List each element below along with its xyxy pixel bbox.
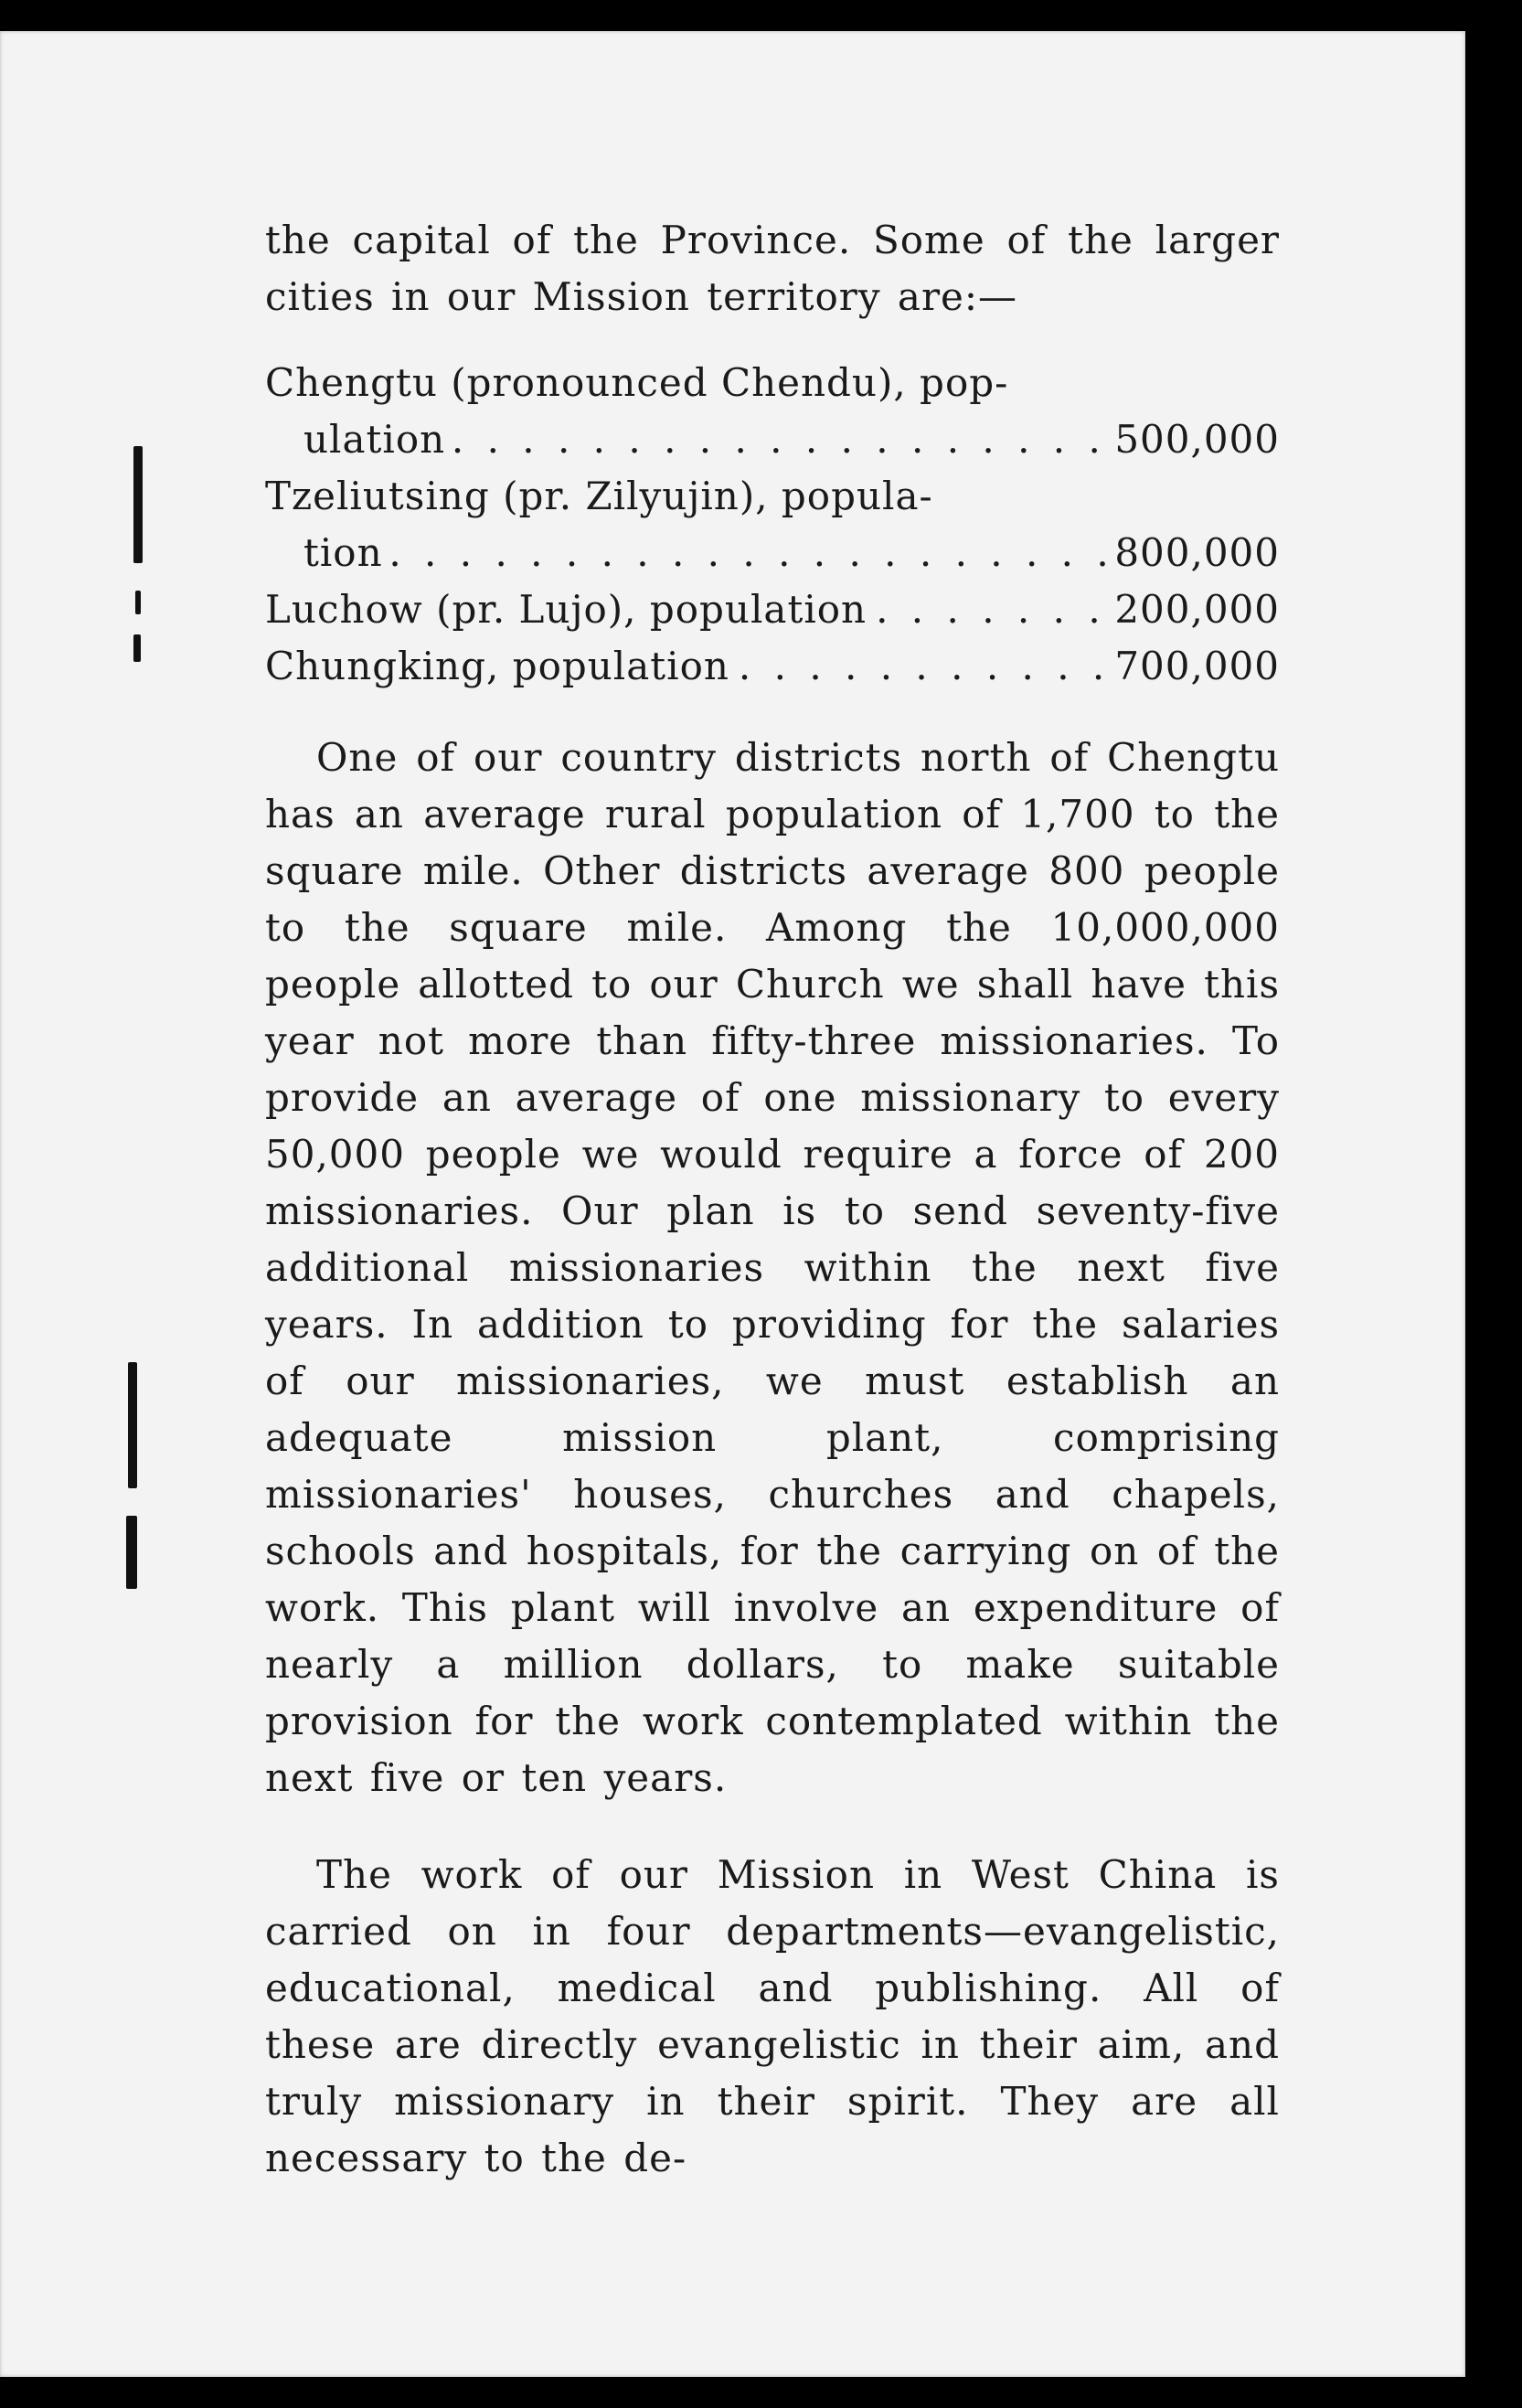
binding-mark [135,591,141,614]
intro-text: the capital of the Province. Some of the larger cities in our Mission territory are:— [265,218,1280,319]
scanned-page [0,31,1465,2377]
body-paragraph: The work of our Mission in West China is carried on in four departments—evangelistic, educational, medical and publishing. All of these are directly evangelistic in their aim, and truly missionary in their spirit. They are all necessary to the de- [265,1852,1280,2180]
city-name: Tzeliutsing (pr. Zilyujin), popula- [265,474,933,518]
page-text [265,212,1280,2187]
city-name: Chengtu (pronounced Chendu), pop- [265,360,1009,405]
binding-mark [133,446,143,563]
dot-leader [876,581,1105,638]
dot-leader [392,525,1106,581]
binding-mark [128,1362,137,1488]
city-population-list [265,355,1280,695]
city-name: Luchow (pr. Lujo), population [265,587,867,632]
dot-leader [739,638,1105,695]
city-name: Chungking, population [265,644,729,688]
city-name-continued: ulation [303,417,446,462]
city-population: 200,000 [1114,587,1280,632]
city-row [265,638,1280,695]
city-population: 800,000 [1114,530,1280,575]
city-name-continued: tion [303,530,383,575]
city-row [265,525,1280,581]
city-row [265,411,1280,468]
city-population: 700,000 [1114,644,1280,688]
city-population: 500,000 [1114,417,1280,462]
binding-mark [133,634,141,662]
body-paragraph: One of our country districts north of Chengtu has an average rural population of 1,700 to the square mile. Other districts average 800 people to the square mile. Among the 10,000,000 people allotted to our Church we shall have this year not more than fifty-three missionaries. To provide an average of one missionary to every 50,000 people we would require a force of 200 missionaries. Our plan is to send seventy-five additional missionaries within the next five years. In addition to providing for the salaries of our missionaries, we must establish an adequate mission plant, comprising missionaries' houses, churches and chapels, schools and hospitals, for the carrying on of the work. This plant will involve an expenditure of nearly a million dollars, to make suitable provision for the work contemplated within the next five or ten years. [265,735,1280,1800]
binding-mark [126,1516,137,1589]
dot-leader [454,411,1105,468]
city-row [265,581,1280,638]
